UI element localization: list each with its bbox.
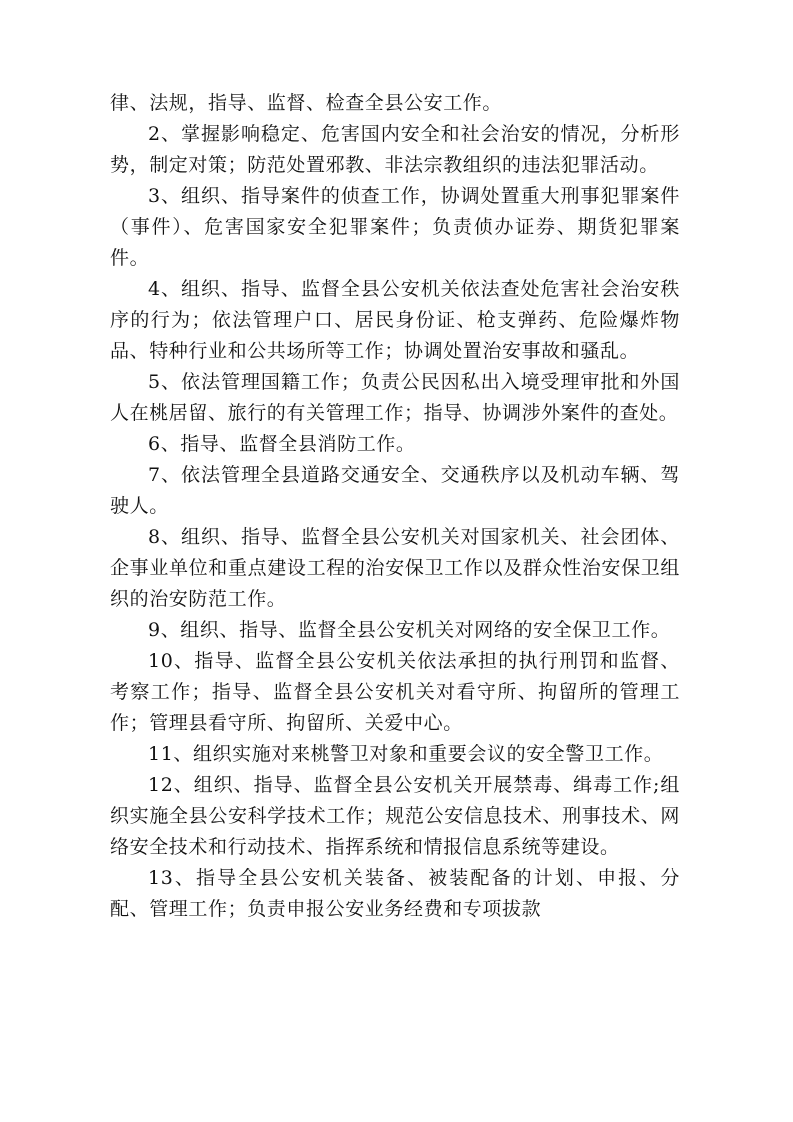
paragraph-item-12: 12、组织、指导、监督全县公安机关开展禁毒、缉毒工作;组织实施全县公安科学技术工作；规范公安信息技术、刑事技术、网络安全技术和行动技术、指挥系统和情报信息系统等建设。 <box>110 774 680 858</box>
paragraph-item-3: 3、组织、指导案件的侦查工作，协调处置重大刑事犯罪案件（事件）、危害国家安全犯罪案件；负责侦办证券、期货犯罪案件。 <box>110 185 680 269</box>
paragraph-item-13: 13、指导全县公安机关装备、被装配备的计划、申报、分配、管理工作；负责申报公安业务经费和专项拔款 <box>110 867 680 920</box>
paragraph-item-7: 7、依法管理全县道路交通安全、交通秩序以及机动车辆、驾驶人。 <box>110 464 680 517</box>
paragraph-item-5: 5、依法管理国籍工作；负责公民因私出入境受理审批和外国人在桃居留、旅行的有关管理工作；指导、协调涉外案件的查处。 <box>110 371 680 424</box>
paragraph-item-8: 8、组织、指导、监督全县公安机关对国家机关、社会团体、企事业单位和重点建设工程的治安保卫工作以及群众性治安保卫组织的治安防范工作。 <box>110 526 680 610</box>
paragraph-item-9: 9、组织、指导、监督全县公安机关对网络的安全保卫工作。 <box>148 619 671 641</box>
paragraph-item-11: 11、组织实施对来桃警卫对象和重要会议的安全警卫工作。 <box>148 743 664 765</box>
document-body <box>110 88 680 925</box>
paragraph-item-4: 4、组织、指导、监督全县公安机关依法查处危害社会治安秩序的行为；依法管理户口、居民身份证、枪支弹药、危险爆炸物品、特种行业和公共场所等工作；协调处置治安事故和骚乱。 <box>110 278 680 362</box>
paragraph-item-2: 2、掌握影响稳定、危害国内安全和社会治安的情况，分析形势，制定对策；防范处置邪教、非法宗教组织的违法犯罪活动。 <box>110 123 680 176</box>
paragraph-item-10: 10、指导、监督全县公安机关依法承担的执行刑罚和监督、考察工作；指导、监督全县公安机关对看守所、拘留所的管理工作；管理县看守所、拘留所、关爱中心。 <box>110 650 680 734</box>
paragraph-item-6: 6、指导、监督全县消防工作。 <box>148 433 416 455</box>
paragraph-continuation: 律、法规，指导、监督、检查全县公安工作。 <box>110 92 503 114</box>
